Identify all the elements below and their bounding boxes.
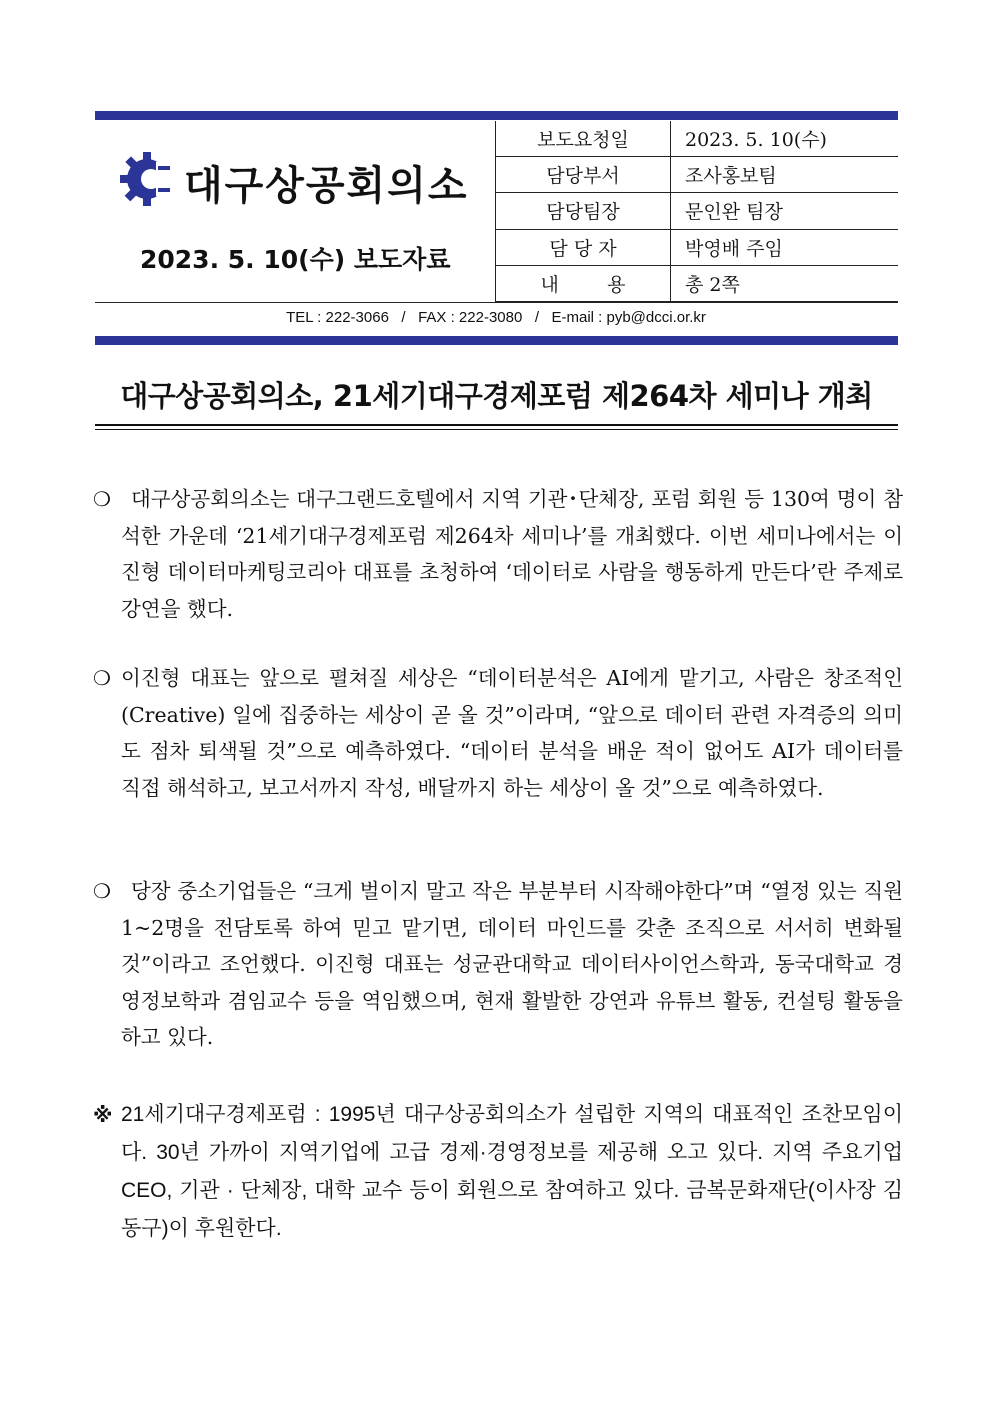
circle-bullet-icon: ❍ <box>93 879 111 903</box>
info-key: 담당팀장 <box>496 193 671 229</box>
circle-bullet-icon: ❍ <box>93 666 111 690</box>
header-divider <box>95 302 898 303</box>
circle-bullet-icon: ❍ <box>93 487 111 511</box>
bottom-accent-bar <box>95 336 898 345</box>
info-row <box>496 193 899 229</box>
paragraph-text: 당장 중소기업들은 “크게 벌이지 말고 작은 부분부터 시작해야한다”며 “열정 있는 직원 1~2명을 전담토록 하여 믿고 맡기면, 데이터 마인드를 갖춘 조직으로 서서히 변화될 것”이라고 조언했다. 이진형 대표는 성균관대학교 데이터사이언스학과, 동국대학교 경영정보학과 겸임교수 등을 역임했으며, 현재 활발한 강연과 유튜브 활동, 컨설팅 활동을 하고 있다. <box>121 879 903 1049</box>
contact-line: TEL : 222-3066 / FAX : 222-3080 / E-mail : pyb@dcci.or.kr <box>286 309 706 326</box>
release-info-table <box>495 121 898 302</box>
press-release-date: 2023. 5. 10(수) 보도자료 <box>140 245 451 274</box>
info-key: 보도요청일 <box>496 121 671 157</box>
headline-underline-thin <box>95 429 898 430</box>
info-value: 문인완 팀장 <box>671 193 899 229</box>
info-key: 담당부서 <box>496 157 671 193</box>
info-value: 조사홍보팀 <box>671 157 899 193</box>
headline-underline <box>95 424 898 426</box>
note-paragraph <box>93 1096 903 1248</box>
gear-logo-icon <box>118 150 178 208</box>
info-row <box>496 157 899 193</box>
info-key: 담 당 자 <box>496 229 671 265</box>
note-text: 21세기대구경제포럼 : 1995년 대구상공회의소가 설립한 지역의 대표적인 조찬모임이다. 30년 가까이 지역기업에 고급 경제·경영정보를 제공해 오고 있다. 지역 주요기업 CEO, 기관 · 단체장, 대학 교수 등이 회원으로 참여하고 있다. 금복문화재단(이사장 김동구)이 후원한다. <box>121 1103 903 1240</box>
info-value: 총 2쪽 <box>671 265 899 301</box>
top-accent-bar <box>95 111 898 120</box>
reference-mark-icon: ※ <box>93 1103 113 1127</box>
info-row <box>496 265 899 301</box>
paragraph <box>93 873 903 1056</box>
info-value: 박영배 주임 <box>671 229 899 265</box>
logo-text: 대구상공회의소 <box>184 163 469 209</box>
info-key: 내 용 <box>496 265 671 301</box>
info-row <box>496 121 899 157</box>
info-row <box>496 229 899 265</box>
headline: 대구상공회의소, 21세기대구경제포럼 제264차 세미나 개최 <box>120 379 873 413</box>
paragraph <box>93 481 903 627</box>
paragraph-text: 이진형 대표는 앞으로 펼쳐질 세상은 “데이터분석은 AI에게 맡기고, 사람은 창조적인(Creative) 일에 집중하는 세상이 곧 올 것”이라며, “앞으로 데이터 관련 자격증의 의미도 점차 퇴색될 것”으로 예측하였다. “데이터 분석을 배운 적이 없어도 AI가 데이터를 직접 해석하고, 보고서까지 작성, 배달까지 하는 세상이 올 것”으로 예측하였다. <box>121 666 903 800</box>
paragraph-text: 대구상공회의소는 대구그랜드호텔에서 지역 기관･단체장, 포럼 회원 등 130여 명이 참석한 가운데 ‘21세기대구경제포럼 제264차 세미나’를 개최했다. 이번 세미나에서는 이진형 데이터마케팅코리아 대표를 초청하여 ‘데이터로 사람을 행동하게 만든다’란 주제로 강연을 했다. <box>121 487 903 621</box>
info-value: 2023. 5. 10(수) <box>671 121 899 157</box>
paragraph <box>93 660 903 806</box>
org-logo <box>118 150 478 208</box>
